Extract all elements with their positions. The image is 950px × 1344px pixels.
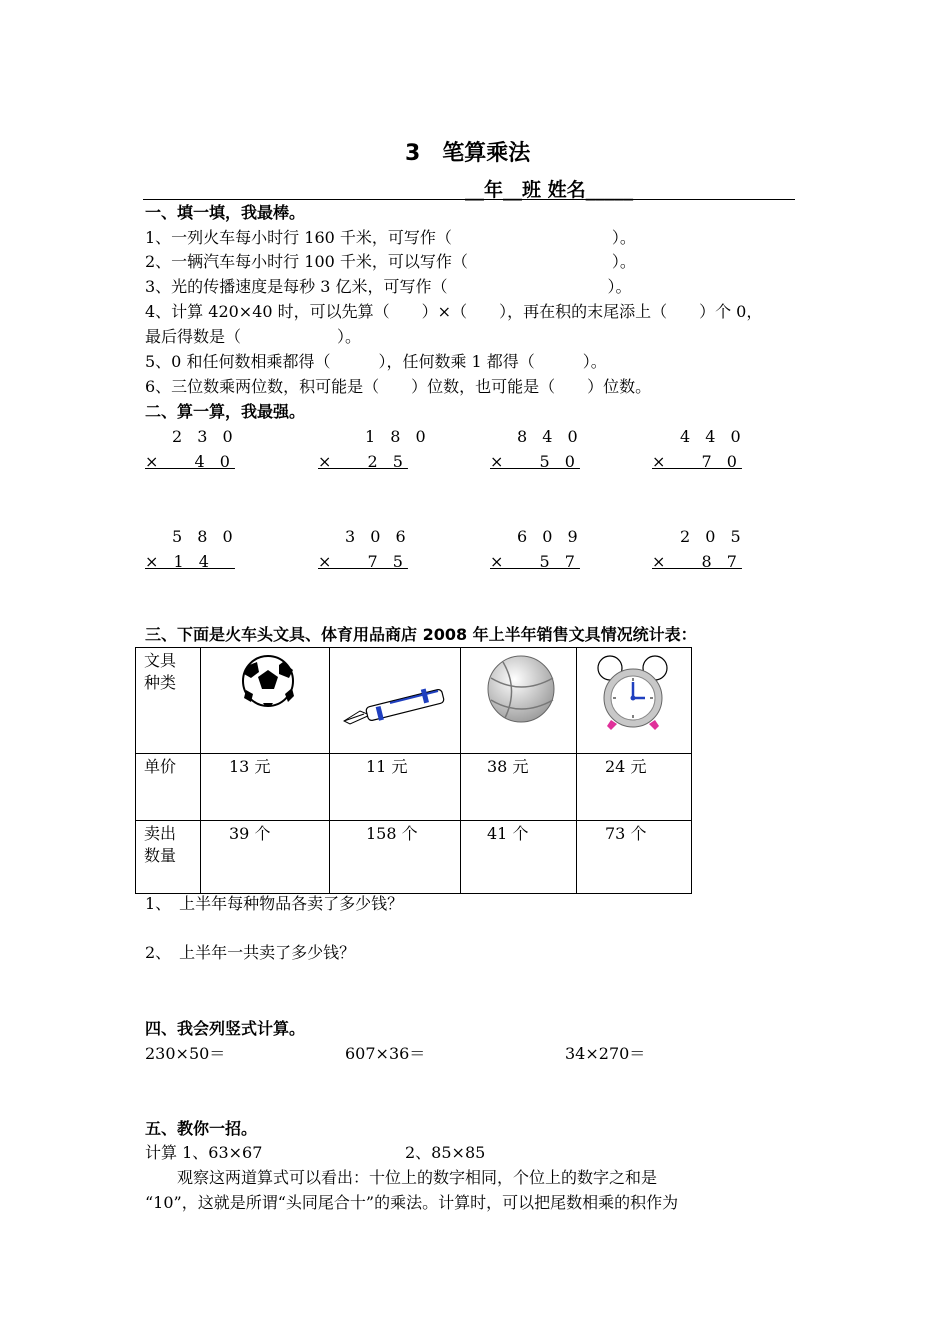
header-rule xyxy=(143,199,795,200)
question-2: 2、一辆汽车每小时行 100 千米，可以写作（ ）。 xyxy=(145,252,636,271)
explanation-line-1: 观察这两道算式可以看出：十位上的数字相同，个位上的数字之和是 xyxy=(177,1168,658,1187)
section1-heading: 一、填一填，我最棒。 xyxy=(145,203,306,222)
multiplier: × 5 7 xyxy=(490,552,580,571)
section5-heading: 五、教你一招。 xyxy=(145,1119,258,1138)
section2-heading: 二、算一算，我最强。 xyxy=(145,402,306,421)
row-label-sold: 卖出 数量 xyxy=(136,821,201,894)
section3-heading: 三、下面是火车头文具、体育用品商店 2008 年上半年销售文具情况统计表： xyxy=(145,625,697,644)
example-2: 2、85×85 xyxy=(405,1143,486,1162)
item-cell xyxy=(201,648,330,754)
question-6: 6、三位数乘两位数，积可能是（ ）位数，也可能是（ ）位数。 xyxy=(145,377,652,396)
table-question-2: 2、 上半年一共卖了多少钱？ xyxy=(145,943,356,962)
row-label-type: 文具 种类 xyxy=(136,648,201,754)
multiplier: × 7 5 xyxy=(318,552,408,571)
question-4-line1: 4、计算 420×40 时，可以先算（ ）×（ ），再在积的末尾添上（ ）个 0， xyxy=(145,302,763,321)
vertical-calc-3: 34×270＝ xyxy=(565,1044,646,1063)
vertical-calc-1: 230×50＝ xyxy=(145,1044,226,1063)
item-cell xyxy=(577,648,692,754)
item-cell xyxy=(461,648,577,754)
sales-table xyxy=(135,647,692,894)
sold-cell: 41 个 xyxy=(461,821,577,894)
page-title: 3 笔算乘法 xyxy=(405,141,531,166)
price-cell: 24 元 xyxy=(577,754,692,821)
explanation-line-2: “10”，这就是所谓“头同尾合十”的乘法。计算时，可以把尾数相乘的积作为 xyxy=(145,1193,679,1212)
multiplier: × 8 7 xyxy=(652,552,742,571)
multiplicand: 2 0 5 xyxy=(680,527,746,546)
multiplier: × 2 5 xyxy=(318,452,408,471)
price-cell: 38 元 xyxy=(461,754,577,821)
multiplicand: 8 4 0 xyxy=(517,427,583,446)
sold-cell: 158 个 xyxy=(330,821,461,894)
price-cell: 11 元 xyxy=(330,754,461,821)
sold-cell: 39 个 xyxy=(201,821,330,894)
example-1: 计算 1、63×67 xyxy=(145,1143,263,1162)
multiplicand: 4 4 0 xyxy=(680,427,746,446)
question-3: 3、光的传播速度是每秒 3 亿米，可写作（ ）。 xyxy=(145,277,632,296)
multiplier: × 4 0 xyxy=(145,452,235,471)
multiplier: × 1 4 xyxy=(145,552,235,571)
row-label-price: 单价 xyxy=(136,754,201,821)
price-cell: 13 元 xyxy=(201,754,330,821)
multiplicand: 2 3 0 xyxy=(172,427,238,446)
multiplicand: 5 8 0 xyxy=(172,527,238,546)
fountain-pen-icon xyxy=(330,648,460,747)
table-question-1: 1、 上半年每种物品各卖了多少钱？ xyxy=(145,894,404,913)
multiplier: × 5 0 xyxy=(490,452,580,471)
question-1: 1、一列火车每小时行 160 千米，可写作（ ）。 xyxy=(145,228,636,247)
section4-heading: 四、我会列竖式计算。 xyxy=(145,1019,306,1038)
soccer-ball-icon xyxy=(201,648,329,747)
question-4-line2: 最后得数是（ ）。 xyxy=(145,327,362,346)
sold-cell: 73 个 xyxy=(577,821,692,894)
question-5: 5、0 和任何数相乘都得（ ），任何数乘 1 都得（ ）。 xyxy=(145,352,607,371)
multiplier: × 7 0 xyxy=(652,452,742,471)
item-cell xyxy=(330,648,461,754)
name-line: __年__班 姓名_____ xyxy=(465,179,634,201)
multiplicand: 6 0 9 xyxy=(517,527,583,546)
basketball-icon xyxy=(461,648,576,747)
alarm-clock-icon xyxy=(577,648,691,747)
vertical-calc-2: 607×36＝ xyxy=(345,1044,426,1063)
multiplicand: 3 0 6 xyxy=(345,527,411,546)
multiplicand: 1 8 0 xyxy=(365,427,431,446)
